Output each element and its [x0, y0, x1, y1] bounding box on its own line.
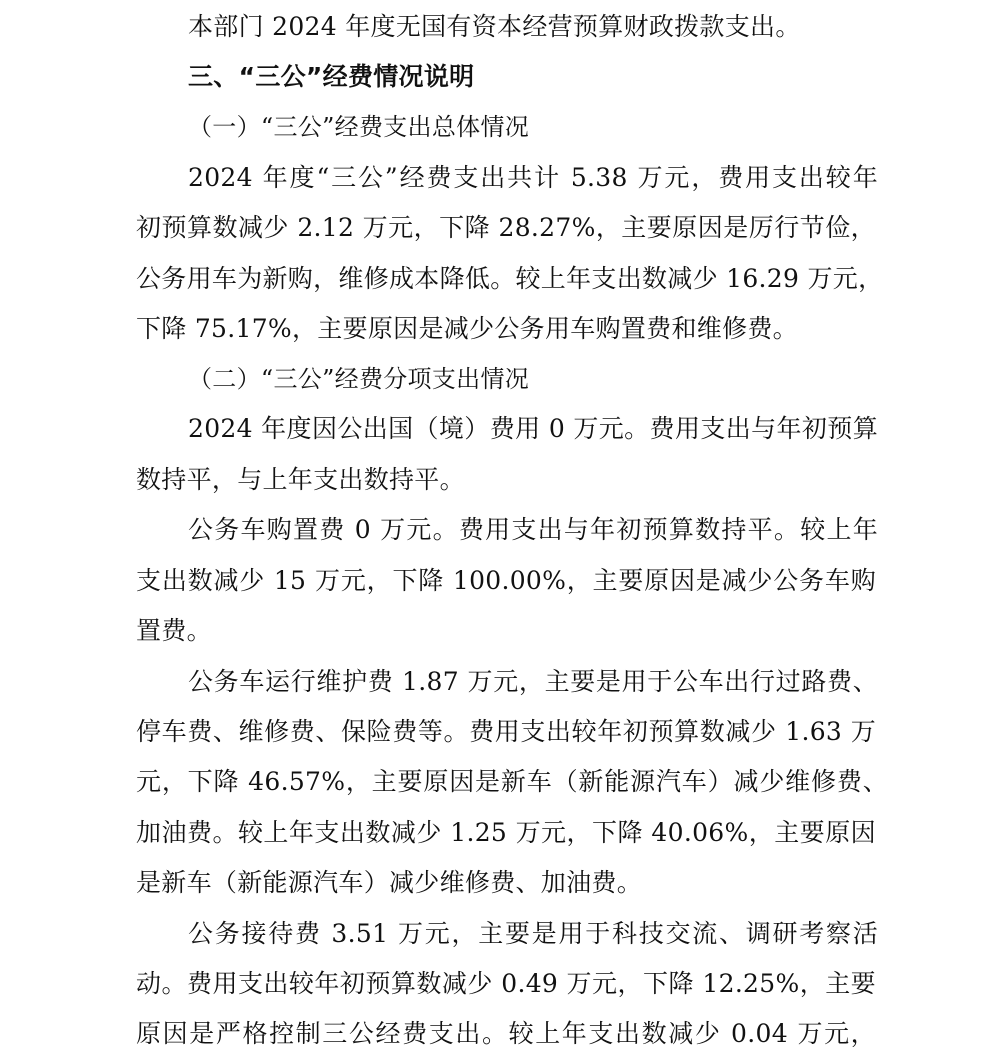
paragraph-line: 元，下降 46.57%，主要原因是新车（新能源汽车）减少维修费、	[136, 767, 888, 796]
subsection-heading: （二）“三公”经费分项支出情况	[188, 365, 530, 393]
section-heading: 三、“三公”经费情况说明	[188, 62, 475, 91]
paragraph-line: 公务车购置费 0 万元。费用支出与年初预算数持平。较上年	[188, 515, 878, 544]
paragraph-line: 支出数减少 15 万元，下降 100.00%，主要原因是减少公务车购	[136, 566, 876, 595]
paragraph-line: 加油费。较上年支出数减少 1.25 万元，下降 40.06%，主要原因	[136, 818, 876, 847]
paragraph-line: 停车费、维修费、保险费等。费用支出较年初预算数减少 1.63 万	[136, 717, 876, 746]
paragraph-line: 动。费用支出较年初预算数减少 0.49 万元，下降 12.25%，主要	[136, 969, 876, 998]
paragraph-line: 原因是严格控制三公经费支出。较上年支出数减少 0.04 万元，	[136, 1019, 876, 1048]
paragraph-line: 数持平，与上年支出数持平。	[136, 465, 465, 494]
paragraph-line: 2024 年度“三公”经费支出共计 5.38 万元，费用支出较年	[188, 163, 878, 192]
paragraph-line: 公务车运行维护费 1.87 万元，主要是用于公车出行过路费、	[188, 667, 878, 696]
paragraph-line: 公务接待费 3.51 万元，主要是用于科技交流、调研考察活	[188, 919, 878, 948]
paragraph-line: 下降 75.17%，主要原因是减少公务用车购置费和维修费。	[136, 314, 798, 343]
paragraph-line: 置费。	[136, 616, 212, 645]
paragraph-line: 本部门 2024 年度无国有资本经营预算财政拨款支出。	[188, 12, 801, 41]
paragraph-line: 初预算数减少 2.12 万元，下降 28.27%，主要原因是厉行节俭，	[136, 213, 876, 242]
paragraph-line: 是新车（新能源汽车）减少维修费、加油费。	[136, 868, 643, 897]
subsection-heading: （一）“三公”经费支出总体情况	[188, 113, 530, 141]
paragraph-line: 公务用车为新购，维修成本降低。较上年支出数减少 16.29 万元，	[136, 264, 884, 293]
paragraph-line: 2024 年度因公出国（境）费用 0 万元。费用支出与年初预算	[188, 414, 878, 443]
